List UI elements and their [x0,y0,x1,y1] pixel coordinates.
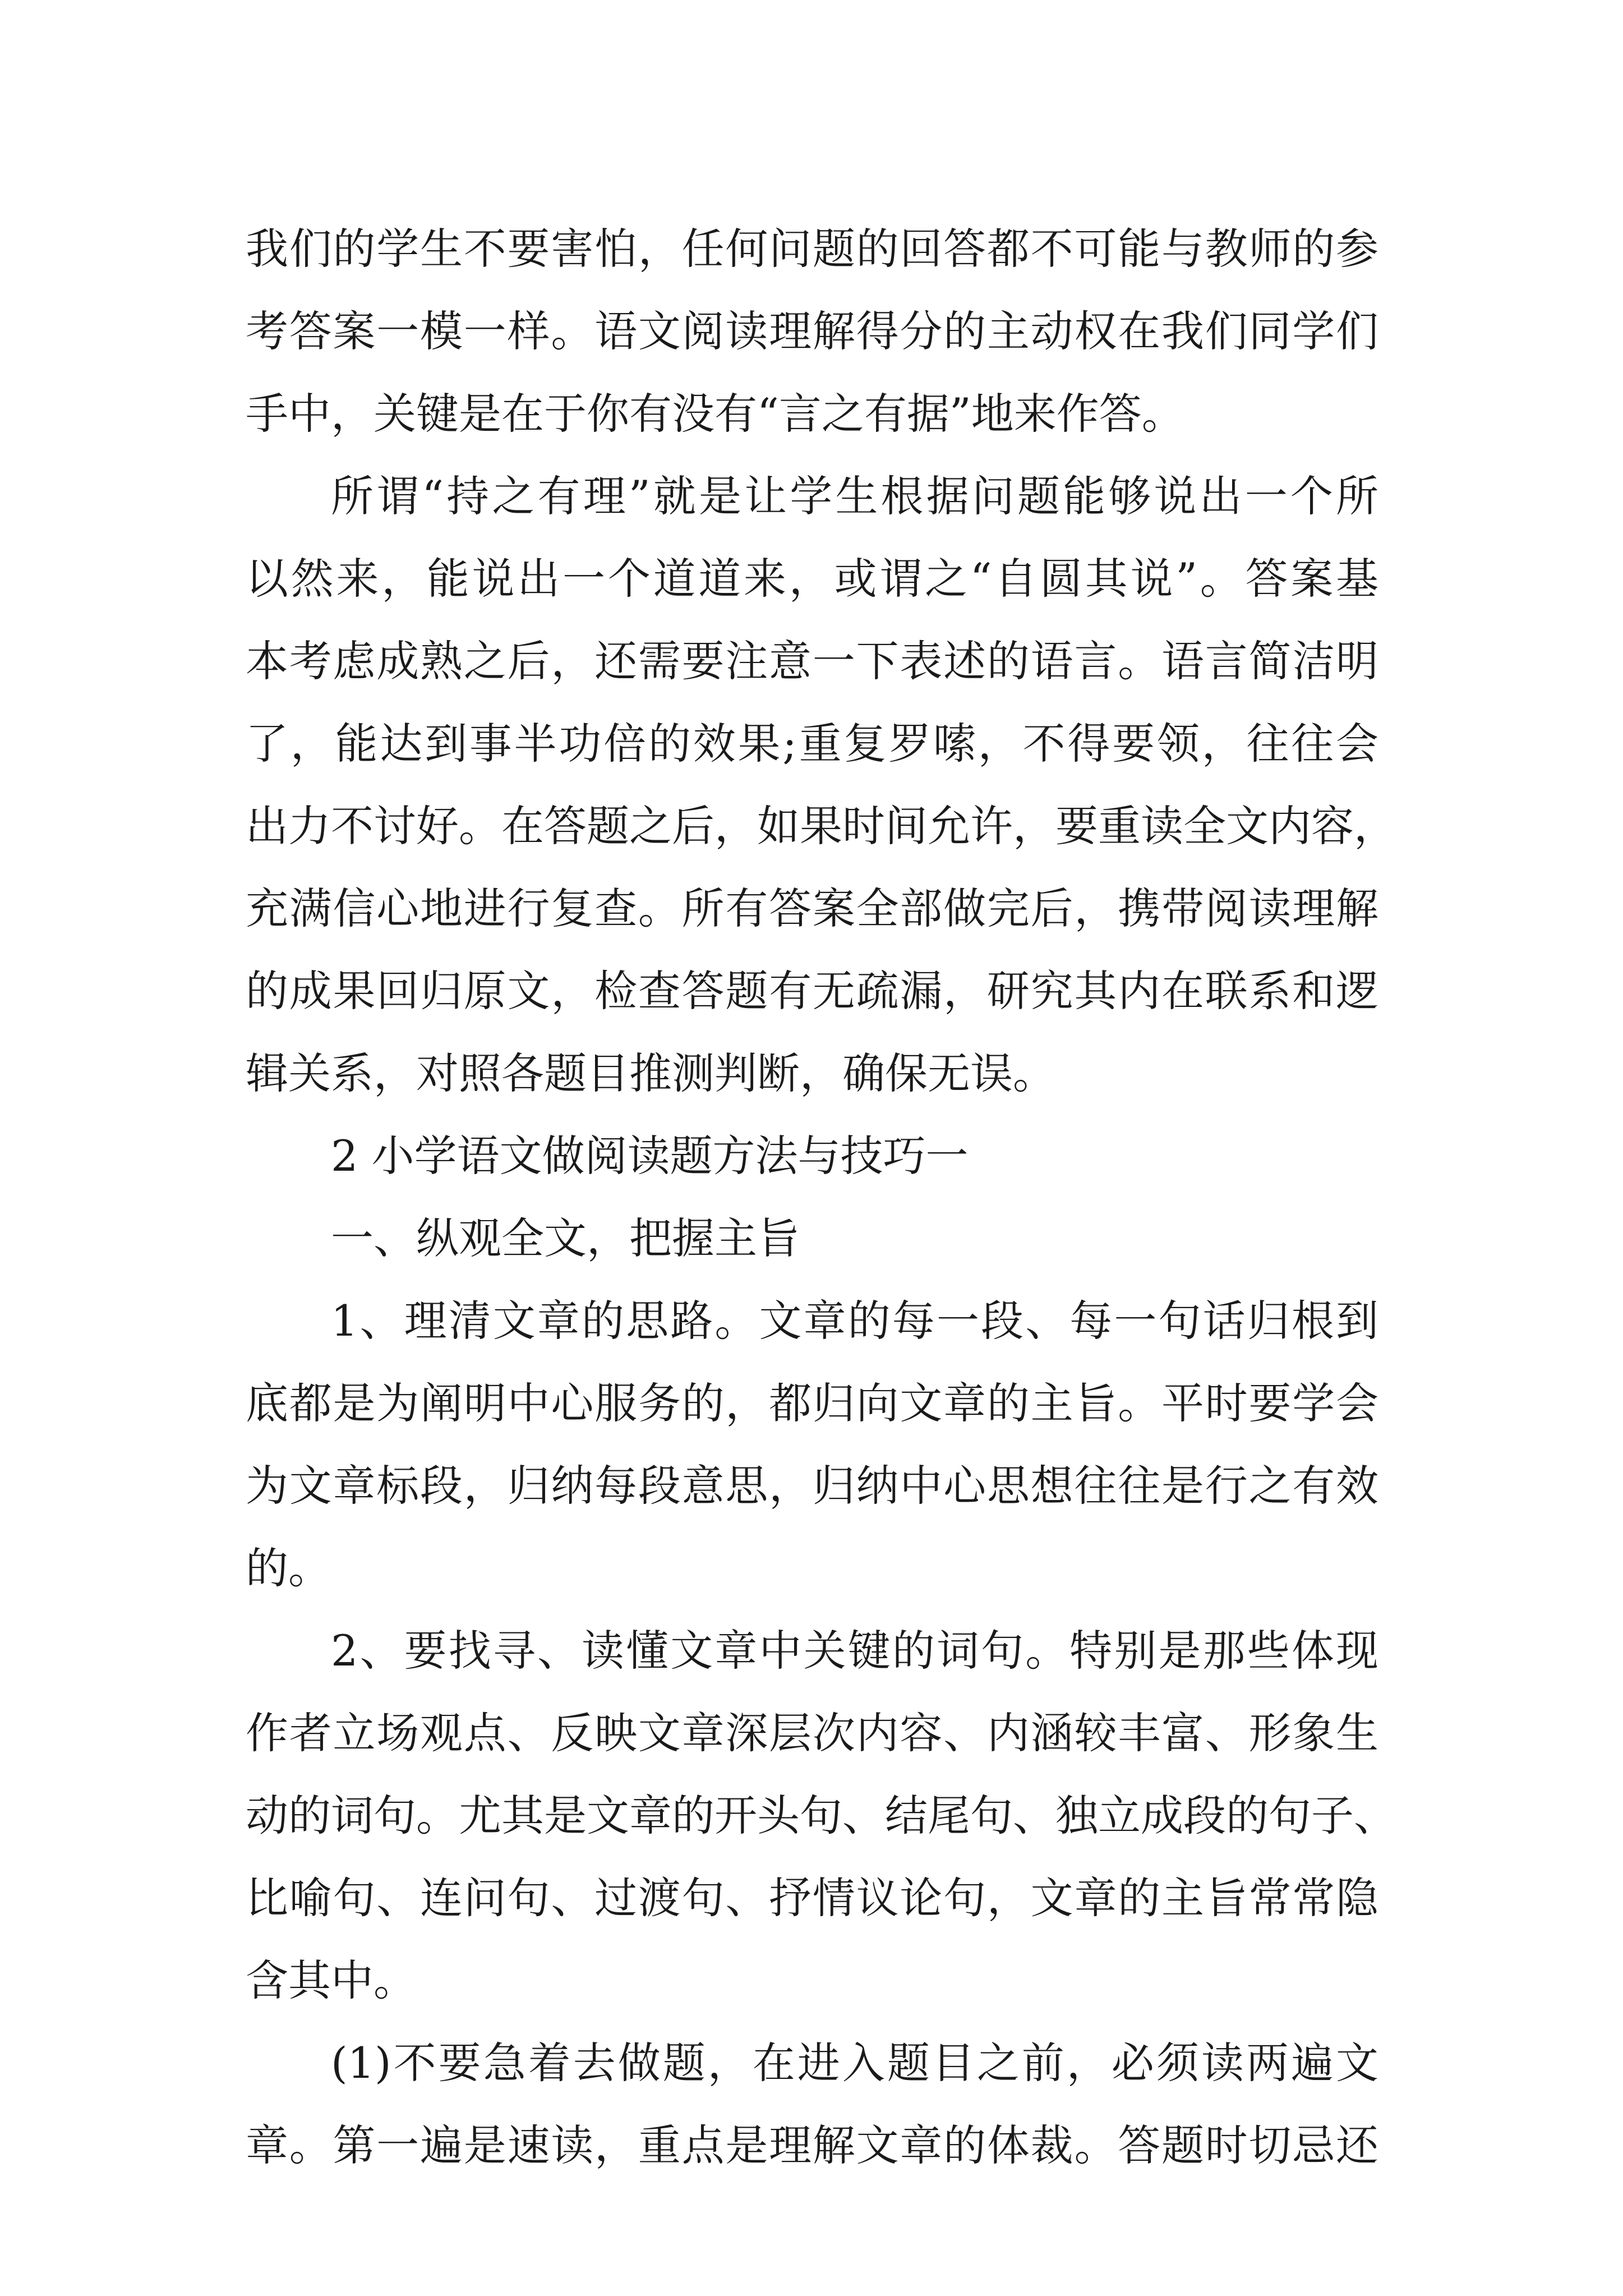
text-line: 充满信心地进行复查。所有答案全部做完后，携带阅读理解 [246,884,1378,933]
text-line: 含其中。 [246,1955,416,2005]
text-line: 的。 [246,1543,331,1593]
text-line: 作者立场观点、反映文章深层次内容、内涵较丰富、形象生 [246,1708,1378,1758]
text-line: 2、要找寻、读懂文章中关键的词句。特别是那些体现 [331,1626,1378,1676]
section-heading: 2 小学语文做阅读题方法与技巧一 [331,1131,969,1181]
text-line: 我们的学生不要害怕，任何问题的回答都不可能与教师的参 [246,224,1378,274]
text-line: 考答案一模一样。语文阅读理解得分的主动权在我们同学们 [246,306,1378,356]
text-line: 为文章标段，归纳每段意思，归纳中心思想往往是行之有效 [246,1461,1378,1511]
text-line: 的成果回归原文，检查答题有无疏漏，研究其内在联系和逻 [246,966,1378,1016]
document-body [246,208,1396,2187]
text-line: 章。第一遍是速读，重点是理解文章的体裁。答题时切忌还 [246,2120,1378,2170]
subsection-heading: 一、纵观全文，把握主旨 [331,1213,800,1263]
text-line: 出力不讨好。在答题之后，如果时间允许，要重读全文内容， [246,801,1396,851]
text-line: 所谓“持之有理”就是让学生根据问题能够说出一个所 [331,471,1378,521]
text-line: 底都是为阐明中心服务的，都归向文章的主旨。平时要学会 [246,1378,1378,1428]
text-line: 动的词句。尤其是文章的开头句、结尾句、独立成段的句子、 [246,1791,1396,1841]
text-line: 比喻句、连问句、过渡句、抒情议论句，文章的主旨常常隐 [246,1873,1378,1923]
text-line: (1)不要急着去做题，在进入题目之前，必须读两遍文 [331,2038,1378,2088]
text-line: 以然来，能说出一个道道来，或谓之“自圆其说”。答案基 [246,554,1378,604]
text-line: 手中，关键是在于你有没有“言之有据”地来作答。 [246,389,1184,439]
text-line: 本考虑成熟之后，还需要注意一下表述的语言。语言简洁明 [246,636,1378,686]
text-line: 1、理清文章的思路。文章的每一段、每一句话归根到 [331,1296,1378,1346]
text-line: 了，能达到事半功倍的效果;重复罗嗦，不得要领，往往会 [246,719,1378,769]
text-line: 辑关系，对照各题目推测判断，确保无误。 [246,1048,1055,1098]
